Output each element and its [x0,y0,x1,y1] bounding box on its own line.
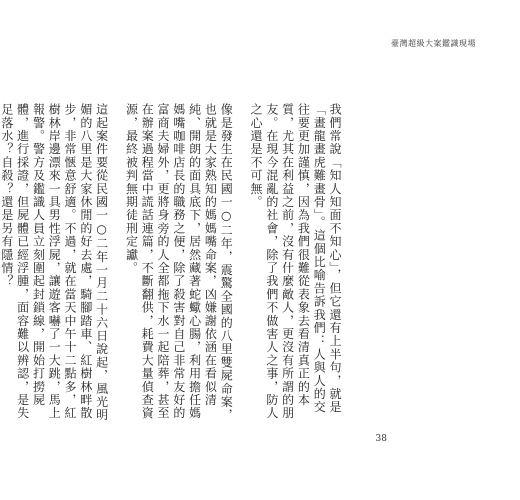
page-number: 38 [375,434,387,444]
text-line: 紅樹林岸邊漂來一具男性浮屍，讓遊客嚇了一大跳，馬上報警。警方及鑑識人員立刻 [31,103,78,420]
body-text [0,103,342,423]
text-line: 媽嘴命案，凶嫌謝依涵在看似清純、開朗的面具底下，居然藏著蛇蠍心腸，利用 [187,103,218,407]
text-line: 這起案件要從民國一○二年一月二十六日說起，風光明媚的八里是大家休閒的 [78,103,109,422]
paragraph-1 [247,103,342,423]
text-line: 將身旁的人全都拖下水一起陪葬，甚至在辦案過程當中謊話連篇，不斷翻供，耗 [140,103,171,420]
text-line: 像是發生在民國一○二年，震驚全國的八里雙屍命案，也就是大家熟知的媽 [203,103,234,422]
running-header: 臺灣超級大案鑑識現場 [391,39,476,48]
text-line: 落水？自殺？還是另有隱情？ [0,116,14,288]
text-line: 這個比喻告訴我們：人與人的交往要更加謹慎，因為我們很難從表象去看清真正的 [296,103,327,414]
paragraph-3 [0,103,109,423]
text-line: 我們常說「知人知面不知心」，但它還有上半句，就是「畫龍畫虎難畫骨」。 [312,103,342,414]
text-line: 除了我們不做害人之事，防人之心還是不可無。 [249,103,279,420]
text-line: 費大量偵查資源，最終被判無期徒刑定讞。 [124,103,155,420]
text-line: 擔任媽媽嘴咖啡店長的職務之便，除了殺害對自己非常友好的富商夫婦外，更 [156,103,202,420]
text-line: 圍起封鎖線，開始打撈屍體，進行採證，但屍體已經浮腫，面容難以辨認，是失足 [0,103,46,420]
text-line: 本質，尤其在利益之前，沒有什麼敵人，更沒有所謂的朋友。在現今混亂的社會， [264,103,311,420]
text-line: 好去處，騎腳踏車、紅樹林畔散步，非常愜意舒適。不過，就在當天中午十二點多， [63,103,93,420]
paragraph-2 [123,103,234,423]
